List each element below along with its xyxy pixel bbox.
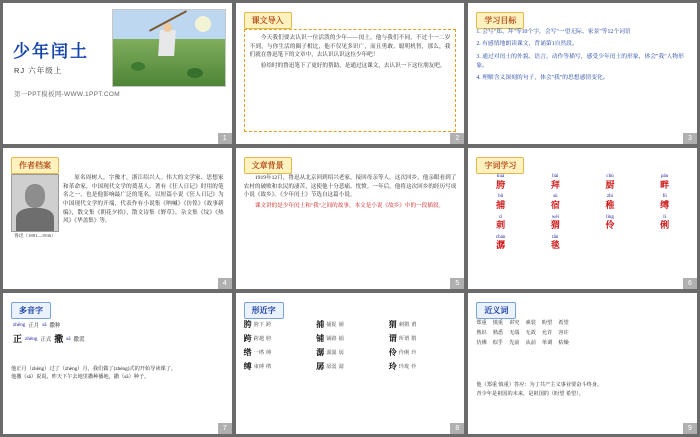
similar-char-lead: 绺	[243, 348, 252, 357]
vocab-pinyin: bǔ	[498, 194, 504, 200]
vocab-item	[529, 215, 582, 231]
vocab-item	[474, 194, 527, 210]
slide-5-heading: 文章背景	[244, 157, 292, 174]
similar-char-alt: 绺	[266, 364, 272, 370]
slide-2-heading: 课文导入	[244, 12, 292, 29]
synonym-word: 枯燥	[558, 339, 569, 346]
vocab-pinyin: bài	[552, 174, 559, 179]
similar-char-alt: 捕	[338, 336, 344, 342]
vocab-pinyin: pàn	[661, 174, 669, 179]
slide-5-background[interactable]	[236, 148, 465, 289]
polyphone-row	[13, 321, 224, 329]
cover-subtitle: RJ 六年级上	[14, 66, 63, 75]
vocab-pinyin: lì	[663, 214, 667, 220]
vocab-hanzi: 潺	[496, 240, 506, 251]
similar-char-lead: 跨	[243, 334, 252, 343]
synonym-word: 无端	[509, 329, 520, 336]
slide-2-lead-in[interactable]	[236, 3, 465, 144]
synonym-word: 熟识	[476, 329, 487, 336]
portrait-head-shape	[25, 184, 45, 208]
slide-number: 3	[683, 133, 697, 144]
vocab-hanzi: 畔	[660, 179, 670, 190]
vocab-item	[584, 194, 637, 210]
slide-8-heading: 形近字	[244, 302, 284, 319]
polyphone-char: 正	[13, 334, 23, 344]
slide-2-body	[244, 29, 457, 132]
vocab-item	[474, 215, 527, 231]
slide-number: 1	[218, 133, 232, 144]
slide-9-heading: 近义词	[476, 302, 516, 319]
slide-4-paragraph-1: 原名周树人，字豫才，浙江绍兴人。伟大的文学家、思想家和革命家，中国现代文学的奠基人。著有《狂人日记》时用的笔名之一，也是他影响最广泛的笔名。以短篇小说《狂人日记》为中国现代文学的开端，代表作有小说集《呐喊》《彷徨》《故事新编》，散文集《朝花夕拾》，散文诗集《野草》，杂文集《坟》《热风》《华盖集》等。	[63, 175, 224, 225]
similar-char-lead: 铺	[316, 334, 325, 343]
similar-char-lead: 猬	[388, 320, 397, 329]
slide-number: 4	[218, 278, 232, 289]
vocabulary-grid	[474, 174, 691, 251]
vocab-hanzi: 缚	[660, 199, 670, 210]
vocab-hanzi: 猬	[550, 220, 560, 231]
synonym-sentence-2: 青少年是祖国的未来，是祖国的（盼望 希望）。	[476, 390, 584, 397]
slide-2-dashed-box	[244, 29, 457, 132]
polyphone-word: 撒谎	[73, 336, 85, 343]
polyphone-word: 撒种	[49, 323, 61, 329]
vocab-hanzi: 拜	[550, 179, 560, 190]
slide-8-heading-wrap	[244, 300, 284, 319]
vocab-pinyin: chán	[495, 234, 506, 240]
similar-char-word: 束缚	[253, 364, 265, 370]
slide-3-heading: 学习目标	[476, 12, 524, 29]
polyphone-row	[13, 332, 224, 345]
slide-number: 9	[683, 423, 697, 434]
similar-char-alt: 猬	[411, 336, 417, 342]
vocab-item	[584, 174, 637, 190]
similar-char-word: 一绺	[253, 350, 265, 356]
cover-illustration	[112, 9, 226, 87]
synonym-word: 讲究	[509, 320, 520, 326]
synonym-word: 无故	[525, 329, 536, 336]
vocab-item	[529, 194, 582, 210]
slide-number: 7	[218, 423, 232, 434]
slide-9-synonyms[interactable]	[468, 293, 697, 434]
similar-char-alt: 玲	[411, 350, 417, 356]
objective-item-2: 2. 有感情地朗读课文，背诵第1自然段。	[476, 41, 578, 48]
synonym-word: 熟悉	[492, 329, 504, 336]
author-portrait	[11, 174, 59, 232]
similar-char-word: 胯下	[253, 322, 265, 328]
slide-number: 8	[450, 423, 464, 434]
slide-2-paragraph-1: 今天我们要去认识一位活泼的少年——闰土。他与我们不同，不过十一二岁不到，与你生活的圈子相比，他不仅见多识广，而且勇敢、聪明机智，那么，我们就在鲁迅笔下的文章中，去认识认识这位少年吧！	[249, 35, 451, 59]
similar-char-lead: 伶	[388, 348, 397, 357]
similar-char-alt: 胯	[266, 336, 272, 342]
vocab-hanzi: 宿	[550, 199, 560, 210]
slide-4-author[interactable]	[3, 148, 232, 289]
vocab-hanzi: 胯	[496, 179, 506, 190]
similar-char-cell	[389, 333, 459, 344]
vocab-pinyin: chú	[606, 174, 614, 179]
similar-char-word: 刺猬	[398, 322, 410, 328]
slide-number: 2	[450, 133, 464, 144]
synonym-word: 似乎	[492, 339, 504, 346]
similar-char-alt: 伶	[411, 364, 417, 370]
vocab-hanzi: 俐	[660, 220, 670, 231]
polyphone-word: 正式	[40, 336, 52, 343]
synonym-sentence-1: 他（郑重 慎重）答应：为了共产主义事业要奋斗终身。	[476, 382, 603, 388]
synonym-word: 先前	[509, 339, 520, 346]
similar-char-lead: 潺	[316, 348, 325, 357]
vocab-pinyin: wèi	[551, 214, 559, 220]
slide-4-body	[63, 174, 224, 277]
vocab-item	[474, 174, 527, 190]
similar-char-word: 捕捉	[326, 322, 337, 328]
synonym-word: 仿佛	[476, 339, 487, 346]
slide-2-heading-wrap	[244, 10, 292, 29]
melon-shape-1	[131, 62, 145, 71]
vocab-hanzi: 刺	[496, 220, 506, 231]
vocab-hanzi: 厨	[605, 179, 615, 190]
vocab-hanzi: 捕	[496, 199, 506, 210]
author-caption: 鲁迅（1881—1936）	[14, 233, 56, 238]
similar-char-lead: 捕	[316, 320, 325, 329]
similar-char-cell	[244, 319, 314, 330]
objectives-list	[476, 28, 691, 86]
vocab-hanzi: 伶	[605, 220, 615, 231]
slide-4-heading-wrap	[11, 155, 59, 174]
vocab-item	[474, 235, 527, 251]
objective-item-4: 4. 理解含义深刻的句子，体会"我"的思想感情变化。	[476, 75, 609, 82]
synonym-word: 郑重	[476, 320, 487, 326]
slide-7-polyphones[interactable]	[3, 293, 232, 434]
similar-char-lead: 孱	[316, 362, 325, 371]
similar-char-lead: 谓	[388, 334, 397, 343]
boy-figure	[158, 30, 176, 56]
similar-char-word: 玲珑	[398, 364, 410, 370]
similar-char-word: 伶俐	[398, 350, 410, 356]
slide-8-similar-chars[interactable]	[236, 293, 465, 434]
similar-char-word: 潺潺	[326, 350, 337, 356]
moon-shape	[195, 16, 211, 32]
slide-7-heading-wrap	[11, 300, 51, 319]
similar-char-cell	[316, 319, 386, 330]
vocab-pinyin: kuà	[497, 174, 505, 179]
similar-char-lead: 胯	[243, 320, 252, 329]
objective-item-1: 1. 会写"郑、拜"等10个字，会写"一望无际、家景"等12个词语	[476, 29, 631, 35]
portrait-shoulder-shape	[16, 208, 54, 232]
polyphone-pinyin: sǎ	[42, 322, 47, 328]
similar-char-word: 铺路	[326, 336, 337, 342]
synonym-row	[476, 319, 691, 329]
slide-number: 5	[450, 278, 464, 289]
similar-char-alt: 谓	[411, 322, 417, 328]
vocab-hanzi: 毯	[550, 240, 560, 251]
slide-6-vocabulary[interactable]	[468, 148, 697, 289]
vocab-item	[529, 235, 582, 251]
similar-char-alt: 铺	[338, 322, 344, 328]
similar-char-cell	[389, 361, 459, 372]
synonym-row	[476, 339, 691, 349]
vocab-pinyin: zhì	[606, 194, 614, 200]
polyphone-pinyin: zhēng	[13, 322, 26, 328]
vocab-item	[584, 215, 637, 231]
similar-char-cell	[316, 333, 386, 344]
similar-char-lead: 缚	[243, 362, 252, 371]
synonym-word: 素装	[525, 320, 536, 326]
page-title: 少年闰土	[13, 42, 89, 61]
vocab-pinyin: tǎn	[552, 234, 559, 240]
similar-char-lead: 玲	[388, 362, 397, 371]
vocab-item	[638, 174, 691, 190]
polyphone-word: 正月	[28, 323, 40, 329]
vocab-hanzi: 稚	[605, 199, 615, 210]
vocab-item	[638, 194, 691, 210]
slide-number: 6	[683, 278, 697, 289]
synonym-word: 慎重	[492, 320, 504, 326]
polyphone-rows	[13, 321, 224, 348]
slide-5-paragraph-2: 课文讲的是少年闰土和"我"之间的故事。本文是小说《故乡》中的一段插叙。	[254, 202, 445, 209]
polyphone-char: 撒	[54, 334, 64, 344]
similar-char-word: 孱弱	[326, 364, 337, 370]
vocab-pinyin: líng	[606, 214, 614, 220]
vocab-pinyin: cì	[498, 214, 503, 220]
synonym-word: 从前	[525, 339, 536, 346]
melon-shape-2	[187, 68, 203, 78]
slide-4-heading: 作者档案	[11, 157, 59, 174]
similar-char-cell	[244, 333, 314, 344]
similar-char-alt: 跨	[266, 322, 272, 328]
polyphone-note-1: 他正月（zhēng）过了（zhèng）月，我们做了(zhèng)式的开始导读课了。	[11, 366, 177, 372]
similar-char-alt: 潺	[338, 364, 344, 370]
polyphone-notes	[11, 365, 224, 382]
polyphone-pinyin: zhèng	[25, 335, 38, 342]
similar-char-word: 所谓	[398, 336, 410, 342]
synonym-word: 盼望	[541, 320, 553, 326]
vocab-item	[638, 215, 691, 231]
similar-char-alt: 缚	[266, 350, 272, 356]
vocab-item	[529, 174, 582, 190]
similar-char-cell	[389, 347, 459, 358]
slide-5-paragraph-1: 1919年12月，鲁迅从北京回到绍兴老家，接回母亲等人。这次回乡，他亲眼看到了农村的破败和农民的凄苦，这使他十分悲痛、忧愤。一年后，他将这次回乡的经历写成小说《故乡》。《少年闰土》节选自这篇小说。	[243, 175, 457, 199]
slide-1-cover[interactable]	[3, 3, 232, 144]
slide-9-heading-wrap	[476, 300, 516, 319]
slide-3-heading-wrap	[476, 10, 524, 29]
synonym-sentences	[476, 381, 691, 399]
synonym-word: 容许	[558, 329, 569, 336]
vocab-pinyin: fú	[662, 194, 667, 200]
slide-5-body	[244, 174, 457, 277]
similar-char-cell	[244, 347, 314, 358]
synonym-rows	[476, 319, 691, 349]
slide-2-paragraph-2: 验给时的鲁迅笔下了更好的帮助，是通过这课文，去认识一下这位朋友吧。	[260, 62, 446, 69]
similar-char-cell	[244, 361, 314, 372]
similar-chars-grid	[244, 319, 459, 372]
similar-char-cell	[389, 319, 459, 330]
synonym-word: 单调	[541, 339, 553, 346]
similar-char-alt: 孱	[338, 350, 344, 356]
polyphone-pinyin: sā	[66, 335, 71, 342]
objective-item-3: 3. 通过对闰土的外貌、语言、动作等描写，感受少年闰土的形象，体会"我"人物形象。	[476, 53, 684, 69]
polyphone-note-2: 他撒（sǎ）说谎，昨天下午去地里撒种播地，撒（sā）种子。	[11, 374, 150, 381]
similar-char-cell	[316, 347, 386, 358]
similar-char-cell	[316, 361, 386, 372]
slide-5-heading-wrap	[244, 155, 292, 174]
slide-3-objectives[interactable]	[468, 3, 697, 144]
synonym-row	[476, 329, 691, 339]
slide-6-heading-wrap	[476, 155, 524, 174]
slide-6-heading: 字词学习	[476, 157, 524, 174]
similar-char-word: 跨越	[253, 336, 265, 342]
synonym-word: 允许	[541, 329, 553, 336]
cover-site-url: 第一PPT模板网-WWW.1PPT.COM	[14, 91, 120, 98]
synonym-word: 希望	[558, 320, 569, 326]
slide-7-heading: 多音字	[11, 302, 51, 319]
vocab-pinyin: sù	[553, 194, 558, 200]
